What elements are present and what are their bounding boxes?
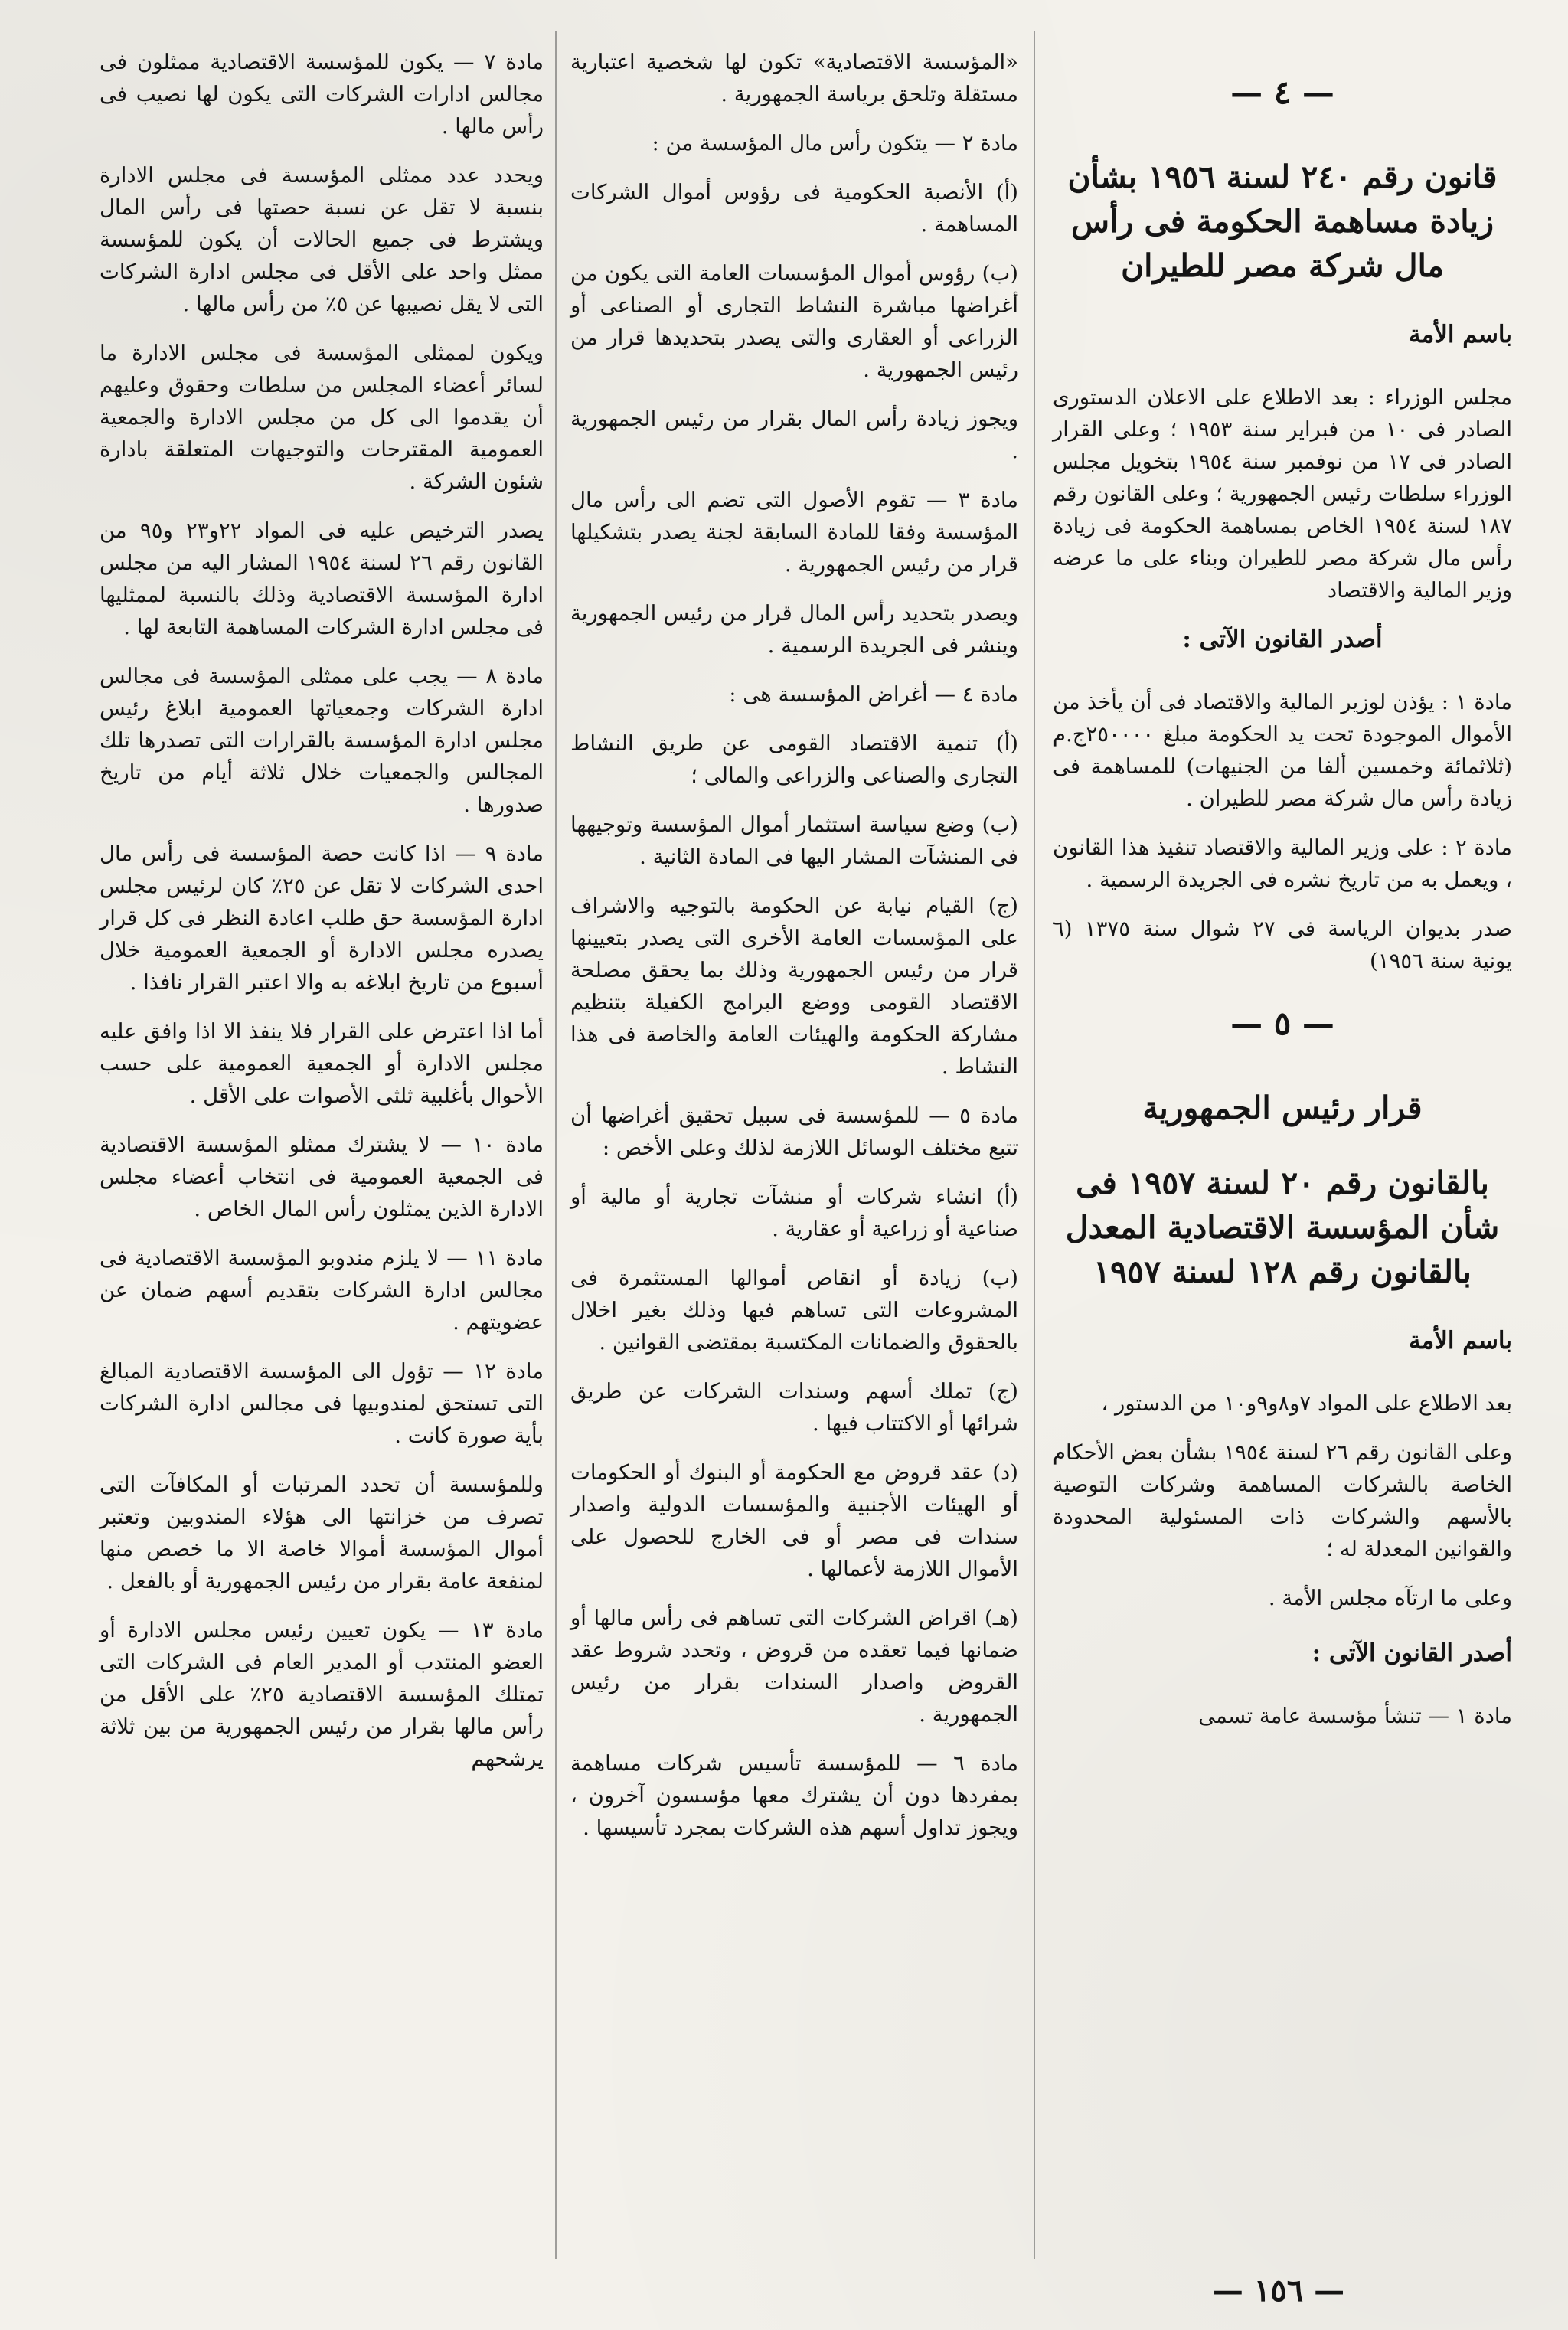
in-name-of-nation: باسم الأمة: [1409, 1327, 1512, 1355]
in-name-of-nation: باسم الأمة: [1409, 321, 1512, 348]
signature-date: صدر بديوان الرياسة فى ٢٧ شوال سنة ١٣٧٥ (٦ يونية سنة ١٩٥٦): [1053, 917, 1512, 973]
paragraph: مادة ٨ — يجب على ممثلى المؤسسة فى مجالس ادارة الشركات وجمعياتها العمومية ابلاغ رئيس مجلس ادارة المؤسسة بالقرارات التى تصدرها تلك المجالس والجمعيات خلال ثلاثة أيام من تاريخ صدورها .: [100, 664, 544, 817]
column-left: [100, 46, 544, 1792]
article-1: مادة ١ — تنشأ مؤسسة عامة تسمى: [1198, 1704, 1512, 1728]
column-divider: [1034, 31, 1035, 2259]
law-preamble: وعلى ما ارتآه مجلس الأمة .: [1268, 1586, 1512, 1610]
paragraph: (ج) تملك أسهم وسندات الشركات عن طريق شرائها أو الاكتتاب فيها .: [570, 1379, 1018, 1436]
paragraph: أما اذا اعترض على القرار فلا ينفذ الا اذا وافق عليه مجلس الادارة أو الجمعية العمومية على حسب الأحوال بأغلبية ثلثى الأصوات على الأقل .: [100, 1019, 544, 1108]
section-number: — ٥ —: [1230, 1005, 1334, 1042]
column-right: [1053, 46, 1512, 1749]
paragraph: (أ) تنمية الاقتصاد القومى عن طريق النشاط التجارى والصناعى والزراعى والمالى ؛: [570, 731, 1018, 788]
decree-title: قرار رئيس الجمهورية: [1142, 1090, 1423, 1126]
paragraph: ويجوز زيادة رأس المال بقرار من رئيس الجمهورية .: [570, 407, 1018, 463]
paragraph: (ب) زيادة أو انقاص أموالها المستثمرة فى المشروعات التى تساهم فيها وذلك بغير اخلال بالحقوق والضمانات المكتسبة بمقتضى القوانين .: [570, 1266, 1018, 1355]
paragraph: مادة ٧ — يكون للمؤسسة الاقتصادية ممثلون فى مجالس ادارات الشركات التى يكون لها نصيب فى رأس مالها .: [100, 50, 544, 139]
column-divider: [555, 31, 557, 2259]
section-number: — ٤ —: [1230, 74, 1334, 111]
paragraph: (أ) انشاء شركات أو منشآت تجارية أو مالية أو صناعية أو زراعية أو عقارية .: [570, 1185, 1018, 1241]
paragraph: مادة ١٢ — تؤول الى المؤسسة الاقتصادية المبالغ التى تستحق لمندوبيها فى مجالس ادارة الشركات بأية صورة كانت .: [100, 1359, 544, 1448]
column-middle: [570, 46, 1018, 1861]
paragraph: ويصدر بتحديد رأس المال قرار من رئيس الجمهورية وينشر فى الجريدة الرسمية .: [570, 601, 1018, 658]
paragraph: مادة ٣ — تقوم الأصول التى تضم الى رأس مال المؤسسة وفقا للمادة السابقة لجنة يصدر بتشكيلها قرار من رئيس الجمهورية .: [570, 488, 1018, 577]
paragraph: (أ) الأنصبة الحكومية فى رؤوس أموال الشركات المساهمة .: [570, 180, 1018, 237]
paragraph: مادة ٥ — للمؤسسة فى سبيل تحقيق أغراضها أن تتبع مختلف الوسائل اللازمة لذلك وعلى الأخص :: [570, 1103, 1018, 1160]
law-title: بالقانون رقم ٢٠ لسنة ١٩٥٧ فى شأن المؤسسة الاقتصادية المعدل بالقانون رقم ١٢٨ لسنة ١٩٥٧: [1065, 1165, 1500, 1290]
paragraph: (ب) رؤوس أموال المؤسسات العامة التى يكون من أغراضها مباشرة النشاط التجارى أو الصناعى أو الزراعى أو العقارى والتى يصدر بتحديدها قرار من رئيس الجمهورية .: [570, 261, 1018, 382]
issued-following-law: أصدر القانون الآتى :: [1182, 626, 1383, 653]
paragraph: «المؤسسة الاقتصادية» تكون لها شخصية اعتبارية مستقلة وتلحق برياسة الجمهورية .: [570, 50, 1018, 106]
paragraph: يصدر الترخيص عليه فى المواد ٢٢و٢٣ و٩٥ من القانون رقم ٢٦ لسنة ١٩٥٤ المشار اليه من مجلس ادارة المؤسسة الاقتصادية وذلك بالنسبة لممثليها فى مجلس ادارة الشركات المساهمة التابعة لها .: [100, 518, 544, 639]
paragraph: مادة ٤ — أغراض المؤسسة هى :: [729, 682, 1018, 707]
paragraph: مادة ١٠ — لا يشترك ممثلو المؤسسة الاقتصادية فى الجمعية العمومية فى انتخاب أعضاء مجلس الادارة الذين يمثلون رأس المال الخاص .: [100, 1132, 544, 1221]
article-2: مادة ٢ : على وزير المالية والاقتصاد تنفيذ هذا القانون ، ويعمل به من تاريخ نشره فى الجريدة الرسمية .: [1053, 835, 1512, 892]
paragraph: مادة ٦ — للمؤسسة تأسيس شركات مساهمة بمفردها دون أن يشترك معها مؤسسون آخرون ، ويجوز تداول أسهم هذه الشركات بمجرد تأسيسها .: [570, 1751, 1018, 1840]
law-preamble: بعد الاطلاع على المواد ٧و٨و٩و١٠ من الدستور ،: [1101, 1391, 1512, 1416]
paragraph: مادة ١٣ — يكون تعيين رئيس مجلس الادارة أو العضو المنتدب أو المدير العام فى الشركات التى تمتلك المؤسسة الاقتصادية ٢٥٪ على الأقل من رأس مالها بقرار من رئيس الجمهورية من بين ثلاثة يرشحهم: [100, 1618, 544, 1771]
law-title: قانون رقم ٢٤٠ لسنة ١٩٥٦ بشأن زيادة مساهمة الحكومة فى رأس مال شركة مصر للطيران: [1067, 158, 1498, 284]
paragraph: مادة ١١ — لا يلزم مندوبو المؤسسة الاقتصادية فى مجالس ادارة الشركات بتقديم أسهم ضمان عن عضويتهم .: [100, 1246, 544, 1335]
paragraph: وللمؤسسة أن تحدد المرتبات أو المكافآت التى تصرف من خزانتها الى هؤلاء المندوبين وتعتبر أموال المؤسسة أموالا خاصة الا ما خصص منها لمنفعة عامة بقرار من رئيس الجمهورية أو بالفعل .: [100, 1472, 544, 1593]
law-preamble: مجلس الوزراء : بعد الاطلاع على الاعلان الدستورى الصادر فى ١٠ من فبراير سنة ١٩٥٣ ؛ وعلى القرار الصادر فى ١٧ من نوفمبر سنة ١٩٥٤ بتخويل مجلس الوزراء سلطات رئيس الجمهورية ؛ وعلى القانون رقم ١٨٧ لسنة ١٩٥٤ الخاص بمساهمة الحكومة فى زيادة رأس مال شركة مصر للطيران وبناء على ما عرضه وزير المالية والاقتصاد: [1053, 385, 1512, 603]
paragraph: (ج) القيام نيابة عن الحكومة بالتوجيه والاشراف على المؤسسات العامة الأخرى التى يصدر بتعيينها قرار من رئيس الجمهورية وذلك بما يحقق مصلحة الاقتصاد القومى ووضع البرامج الكفيلة بتنظيم مشاركة الحكومة والهيئات العامة والخاصة فى هذا النشاط .: [570, 894, 1018, 1079]
page-number: — ١٥٦ —: [1212, 2273, 1345, 2309]
paragraph: ويكون لممثلى المؤسسة فى مجلس الادارة ما لسائر أعضاء المجلس من سلطات وحقوق وعليهم أن يقدموا الى كل من مجلس الادارة والجمعية العمومية المقترحات والتوجيهات المتعلقة بادارة شئون الشركة .: [100, 341, 544, 494]
law-preamble: وعلى القانون رقم ٢٦ لسنة ١٩٥٤ بشأن بعض الأحكام الخاصة بالشركات المساهمة وشركات التوصية بالأسهم والشركات ذات المسئولية المحدودة والقوانين المعدلة له ؛: [1053, 1440, 1512, 1561]
article-1: مادة ١ : يؤذن لوزير المالية والاقتصاد فى أن يأخذ من الأموال الموجودة تحت يد الحكومة مبلغ ٢٥٠٠٠٠ج.م (ثلاثمائة وخمسين ألفا من الجنيهات) للمساهمة فى زيادة رأس مال شركة مصر للطيران .: [1053, 690, 1512, 811]
paragraph: مادة ٩ — اذا كانت حصة المؤسسة فى رأس مال احدى الشركات لا تقل عن ٢٥٪ كان لرئيس مجلس ادارة المؤسسة حق طلب اعادة النظر فى كل قرار يصدره مجلس الادارة أو الجمعية العمومية خلال أسبوع من تاريخ ابلاغه به والا اعتبر القرار نافذا .: [100, 841, 544, 995]
issued-following-law: أصدر القانون الآتى :: [1312, 1639, 1512, 1667]
paragraph: مادة ٢ — يتكون رأس مال المؤسسة من :: [652, 131, 1018, 155]
paragraph: (د) عقد قروض مع الحكومة أو البنوك أو الحكومات أو الهيئات الأجنبية والمؤسسات الدولية واصدار سندات فى مصر أو فى الخارج للحصول على الأموال اللازمة لأعمالها .: [570, 1460, 1018, 1581]
paragraph: (ب) وضع سياسة استثمار أموال المؤسسة وتوجيهها فى المنشآت المشار اليها فى المادة الثانية .: [570, 812, 1018, 869]
paragraph: (هـ) اقراض الشركات التى تساهم فى رأس مالها أو ضمانها فيما تعقده من قروض ، وتحدد شروط عقد القروض واصدار السندات بقرار من رئيس الجمهورية .: [570, 1606, 1018, 1727]
paragraph: ويحدد عدد ممثلى المؤسسة فى مجلس الادارة بنسبة لا تقل عن نسبة حصتها فى رأس المال ويشترط فى جميع الحالات أن يكون للمؤسسة ممثل واحد على الأقل فى مجلس ادارة الشركات التى لا يقل نصيبها عن ٥٪ من رأس مالها .: [100, 163, 544, 316]
